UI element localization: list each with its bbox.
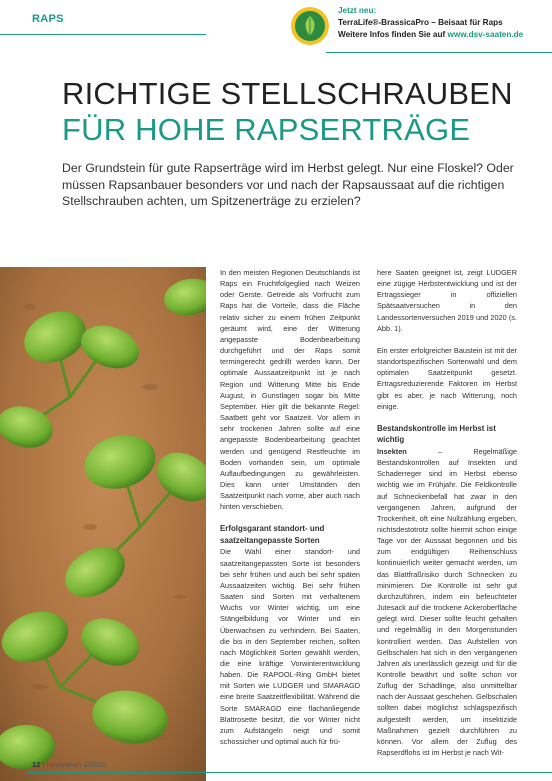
ad-info-prefix: Weitere Infos finden Sie auf — [338, 30, 448, 39]
issue-label: Innovation 3/2021 — [46, 760, 107, 769]
col2-paragraph-3 — [377, 446, 517, 758]
col1-subheading: Erfolgsgarant standort- und saatzeitangepasste Sorten — [220, 524, 325, 545]
title-line-2: FÜR HOHE RAPSERTRÄGE — [62, 112, 471, 147]
footer-rule — [28, 772, 552, 773]
text-column-2 — [377, 267, 517, 769]
title-line-1: RICHTIGE STELLSCHRAUBEN — [62, 76, 513, 111]
advertisement-box — [338, 5, 523, 41]
page-footer — [32, 760, 106, 769]
col1-paragraph-1: In den meisten Regionen Deutschlands ist Raps ein Fruchtfolgeglied nach Weizen oder Gerste. Getreide als Vorfrucht zum Raps hat die Vorteile, dass die Fläche relativ sicher zu einem frühen Zeitpunkt geräumt wird, eine der Witterung angepasste Bodenbearbeitung durchgeführt und der Raps somit termingerecht gedrillt werden kann. Der optimale Aussaatzeitpunkt ist je nach Region und Witterung Mitte bis Ende August, in Gunstlagen sogar bis Mitte September. Hier gilt die bekannte Regel: Saatbett geht vor Saatzeit. Vor allem in sehr trockenen Jahren sollte auf eine angepasste Bodenbearbeitung geachtet werden und genügend Restfeuchte im Boden vorhanden sein, um optimale Auflaufbedingungen zu gewährleisten. Dies kann unter Umständen den Saatzeitpunkt nach vorne, aber auch nach hinten verschieben. — [220, 268, 360, 512]
col1-paragraph-2: Die Wahl einer standort- und saatzeitangepassten Sorte ist besonders bei sehr frühen und auch bei sehr späten Aussaatzeiten wichtig. Bei sehr frühen Saaten sind Sorten mit verhaltenem Wuchs vor Winter wichtig, um eine Stängelbildung vor Winter und ein Überwachsen zu verhindern. Bei Saaten, die bis in den September reichen, sollten nach Möglichkeit Sorten gewählt werden, die eine kräftige Vorwinterentwicklung haben. Die RAPOOL-Ring GmbH bietet mit Sorten wie LUDGER und SMARAGD eine breite Saatzeitflexibilität. Während die Sorte SMARAGD eine flachanliegende Blattrosette besitzt, die vor Winter nicht zum Aufstängeln neigt und somit schossicher und optimal auch für frü- — [220, 547, 360, 747]
col2-paragraph-3-text: – Regelmäßige Bestandskontrollen auf Insekten und Schaderreger sind im Herbst ebenso wichtig wie im Frühjahr. Die Feldkontrolle auf Schneckenbefall hat zwar in den vergangenen Jahren, aufgrund der Trockenheit, oft eine Nullzählung ergeben, nichtsdestotrotz sollte hiermit schon einige Tage vor der Aussaat begonnen und bis zum endgültigen Reihenschluss kontinuierlich weiter gemacht werden, um das Blattfraßrisiko durch Schnecken zu minimieren. Die Kontrolle ist sehr gut durchzuführen, indem ein befeuchteter Jutesack auf die trockene Ackeroberfläche gelegt wird. Dieser sollte feucht gehalten und regelmäßig in den Morgenstunden kontrolliert werden. Das Aufstellen von Gelbschalen hat sich in den vergangenen Jahren als unerlässlich gezeigt und für die Kontrolle bewährt und sollte schon vor Zuflug der Schädlinge, also unmittelbar nach der Aussaat geschehen. Gelbschalen sollten dabei möglichst schlagspezifisch aufgestellt werden, um insektizide Maßnahmen gezielt durchführen zu können. Vor allem der Zuflug des Rapserdflohs ist im Herbst je nach Wit- — [377, 446, 517, 758]
footer-separator: | — [40, 760, 47, 769]
section-rule — [0, 34, 206, 35]
col2-subheading: Bestandskontrolle im Herbst ist wichtig — [377, 423, 496, 445]
section-label: RAPS — [32, 13, 64, 25]
rapeseed-seedlings-photo — [0, 267, 206, 781]
header-rule — [326, 52, 552, 53]
col2-paragraph-2: Ein erster erfolgreicher Baustein ist mit der standortspezifischen Sortenwahl und dem optimalen Saatzeitpunkt gesetzt. Ertragsreduzierende Faktoren im Herbst gibt es aber, je nach Witterung, noch einige. — [377, 345, 517, 411]
ad-url-link[interactable]: www.dsv-saaten.de — [447, 30, 524, 39]
ad-new-label: Jetzt neu: — [338, 6, 377, 15]
lead-paragraph: Der Grundstein für gute Rapserträge wird im Herbst gelegt. Nur eine Floskel? Oder müssen Rapsanbauer besonders vor und nach der Rapsaussaat auf die richtigen Stellschrauben achten, um Spitzenerträge zu erzielen? — [62, 161, 514, 208]
text-column-1 — [220, 267, 360, 758]
col2-paragraph-1: here Saaten geeignet ist, zeigt LUDGER eine zügige Herbstentwicklung und ist der Ertragssieger in offiziellen Spätsaatversuchen in den Landessortenversuchen 2019 und 2020 (s. Abb. 1). — [377, 268, 517, 333]
ad-product-line: TerraLife®-BrassicaPro – Beisaat für Raps — [338, 18, 503, 27]
page-number: 12 — [32, 760, 41, 769]
ad-info-line — [338, 29, 523, 41]
col2-lead-in: Insekten — [377, 446, 407, 456]
terralife-logo-icon — [290, 6, 330, 46]
